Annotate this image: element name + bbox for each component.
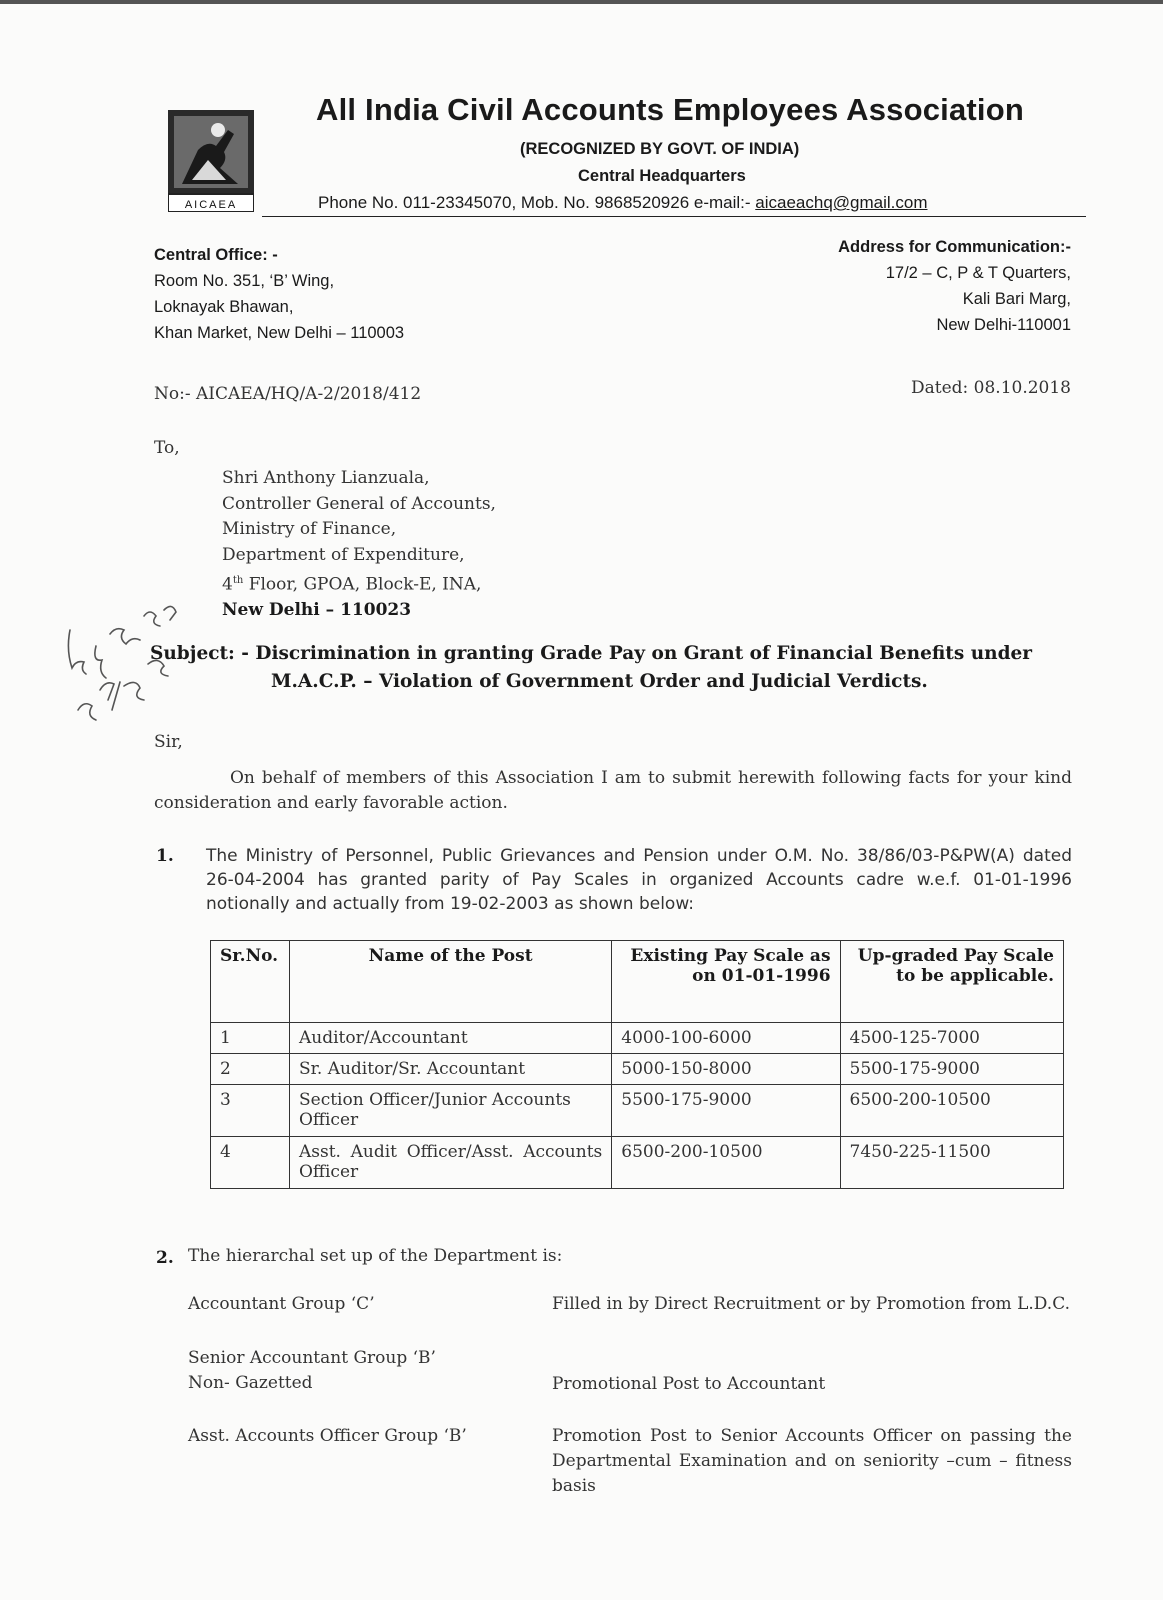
floor-number: 4 xyxy=(222,574,233,595)
cell-sr-no: 1 xyxy=(211,1023,290,1054)
email-link[interactable]: aicaeachq@gmail.com xyxy=(755,193,928,212)
central-office-line: Room No. 351, ‘B’ Wing, xyxy=(154,272,335,290)
to-label: To, xyxy=(154,438,180,458)
cell-existing-scale: 6500-200-10500 xyxy=(612,1137,840,1189)
column-header-upgraded-scale: Up-graded Pay Scale to be applicable. xyxy=(840,941,1063,1023)
column-header-sr-no: Sr.No. xyxy=(211,941,290,1023)
cell-existing-scale: 5500-175-9000 xyxy=(612,1085,840,1137)
reference-number: No:- AICAEA/HQ/A-2/2018/412 xyxy=(154,384,422,404)
cell-sr-no: 3 xyxy=(211,1085,290,1137)
point-number: 2. xyxy=(156,1248,174,1268)
cell-upgraded-scale: 6500-200-10500 xyxy=(840,1085,1063,1137)
contact-phone: Phone No. 011-23345070, Mob. No. 9868520926 e-mail:- xyxy=(318,193,756,212)
floor-address: Floor, GPOA, Block-E, INA, xyxy=(243,574,482,595)
pay-scale-table xyxy=(210,940,1064,1189)
column-header-existing-scale: Existing Pay Scale as on 01-01-1996 xyxy=(612,941,840,1023)
subject-line xyxy=(150,640,1070,696)
addressee-ministry: Ministry of Finance, xyxy=(222,519,397,539)
floor-suffix: th xyxy=(232,575,244,586)
communication-address-line: 17/2 – C, P & T Quarters, xyxy=(885,264,1071,282)
hierarchy-post-line: Non- Gazetted xyxy=(188,1373,313,1393)
cell-upgraded-scale: 7450-225-11500 xyxy=(840,1137,1063,1189)
point-number: 1. xyxy=(156,846,174,866)
association-logo xyxy=(168,110,254,212)
hierarchy-post-line: Senior Accountant Group ‘B’ xyxy=(188,1348,436,1368)
table-header-row xyxy=(211,941,1064,1023)
cell-upgraded-scale: 5500-175-9000 xyxy=(840,1054,1063,1085)
cell-post-name: Auditor/Accountant xyxy=(289,1023,611,1054)
central-office-line: Loknayak Bhawan, xyxy=(154,298,294,316)
organization-name: All India Civil Accounts Employees Association xyxy=(316,92,1025,127)
table-row xyxy=(211,1054,1064,1085)
addressee-designation: Controller General of Accounts, xyxy=(222,493,496,514)
cell-upgraded-scale: 4500-125-7000 xyxy=(840,1023,1063,1054)
recognition-note: (RECOGNIZED BY GOVT. OF INDIA) xyxy=(520,140,800,158)
subject-line-2: M.A.C.P. – Violation of Government Order and Judicial Verdicts. xyxy=(271,671,928,692)
hierarchy-post xyxy=(188,1346,436,1396)
intro-paragraph: On behalf of members of this Association I am to submit herewith following facts for your kind consideration and early favorable action. xyxy=(154,768,1072,813)
cell-sr-no: 4 xyxy=(211,1137,290,1189)
cell-post-name: Sr. Auditor/Sr. Accountant xyxy=(289,1054,611,1085)
hierarchy-post: Asst. Accounts Officer Group ‘B’ xyxy=(188,1426,467,1446)
contact-line xyxy=(318,193,928,213)
hierarchy-description: Promotional Post to Accountant xyxy=(552,1374,826,1394)
table-row xyxy=(211,1023,1064,1054)
cell-post-name: Asst. Audit Officer/Asst. Accounts Officer xyxy=(289,1137,611,1189)
cell-post-name: Section Officer/Junior Accounts Officer xyxy=(289,1085,611,1137)
salutation: Sir, xyxy=(154,732,183,752)
headquarters-label: Central Headquarters xyxy=(578,167,746,185)
addressee-city: New Delhi – 110023 xyxy=(222,600,412,621)
addressee-floor xyxy=(222,568,496,598)
central-office-line: Khan Market, New Delhi – 110003 xyxy=(154,324,405,342)
hierarchy-description: Promotion Post to Senior Accounts Officer on passing the Departmental Examination and on seniority –cum – fitness basis xyxy=(552,1426,1072,1496)
central-office-heading: Central Office: - xyxy=(154,246,278,264)
point-2-text: The hierarchal set up of the Department is: xyxy=(188,1246,563,1266)
central-office-address xyxy=(154,242,404,346)
hierarchy-post: Accountant Group ‘C’ xyxy=(188,1294,375,1314)
letterhead-divider xyxy=(262,216,1086,217)
cell-sr-no: 2 xyxy=(211,1054,290,1085)
page-top-edge xyxy=(0,0,1163,4)
table-row xyxy=(211,1137,1064,1189)
addressee-department: Department of Expenditure, xyxy=(222,544,465,565)
communication-address-line: Kali Bari Marg, xyxy=(962,290,1071,308)
subject-line-1: Subject: - Discrimination in granting Grade Pay on Grant of Financial Benefits under xyxy=(150,643,1033,664)
svg-text:AICAEA: AICAEA xyxy=(184,199,238,211)
cell-existing-scale: 4000-100-6000 xyxy=(612,1023,840,1054)
addressee-name: Shri Anthony Lianzuala, xyxy=(222,468,430,488)
table-row xyxy=(211,1085,1064,1137)
addressee-block xyxy=(222,466,496,624)
cell-existing-scale: 5000-150-8000 xyxy=(612,1054,840,1085)
column-header-post-name: Name of the Post xyxy=(289,941,611,1023)
communication-address xyxy=(838,234,1071,338)
hierarchy-description: Filled in by Direct Recruitment or by Promotion from L.D.C. xyxy=(552,1294,1071,1314)
communication-address-heading: Address for Communication:- xyxy=(838,238,1071,256)
communication-address-line: New Delhi-110001 xyxy=(936,316,1071,334)
letter-date: Dated: 08.10.2018 xyxy=(910,378,1071,398)
point-1-text: The Ministry of Personnel, Public Grievances and Pension under O.M. No. 38/86/03-P&PW(A) dated 26-04-2004 has granted parity of Pay Scales in organized Accounts cadre w.e.f. 01-01-1996 notionally and actually from 19-02-2003 as shown below: xyxy=(206,846,1072,914)
